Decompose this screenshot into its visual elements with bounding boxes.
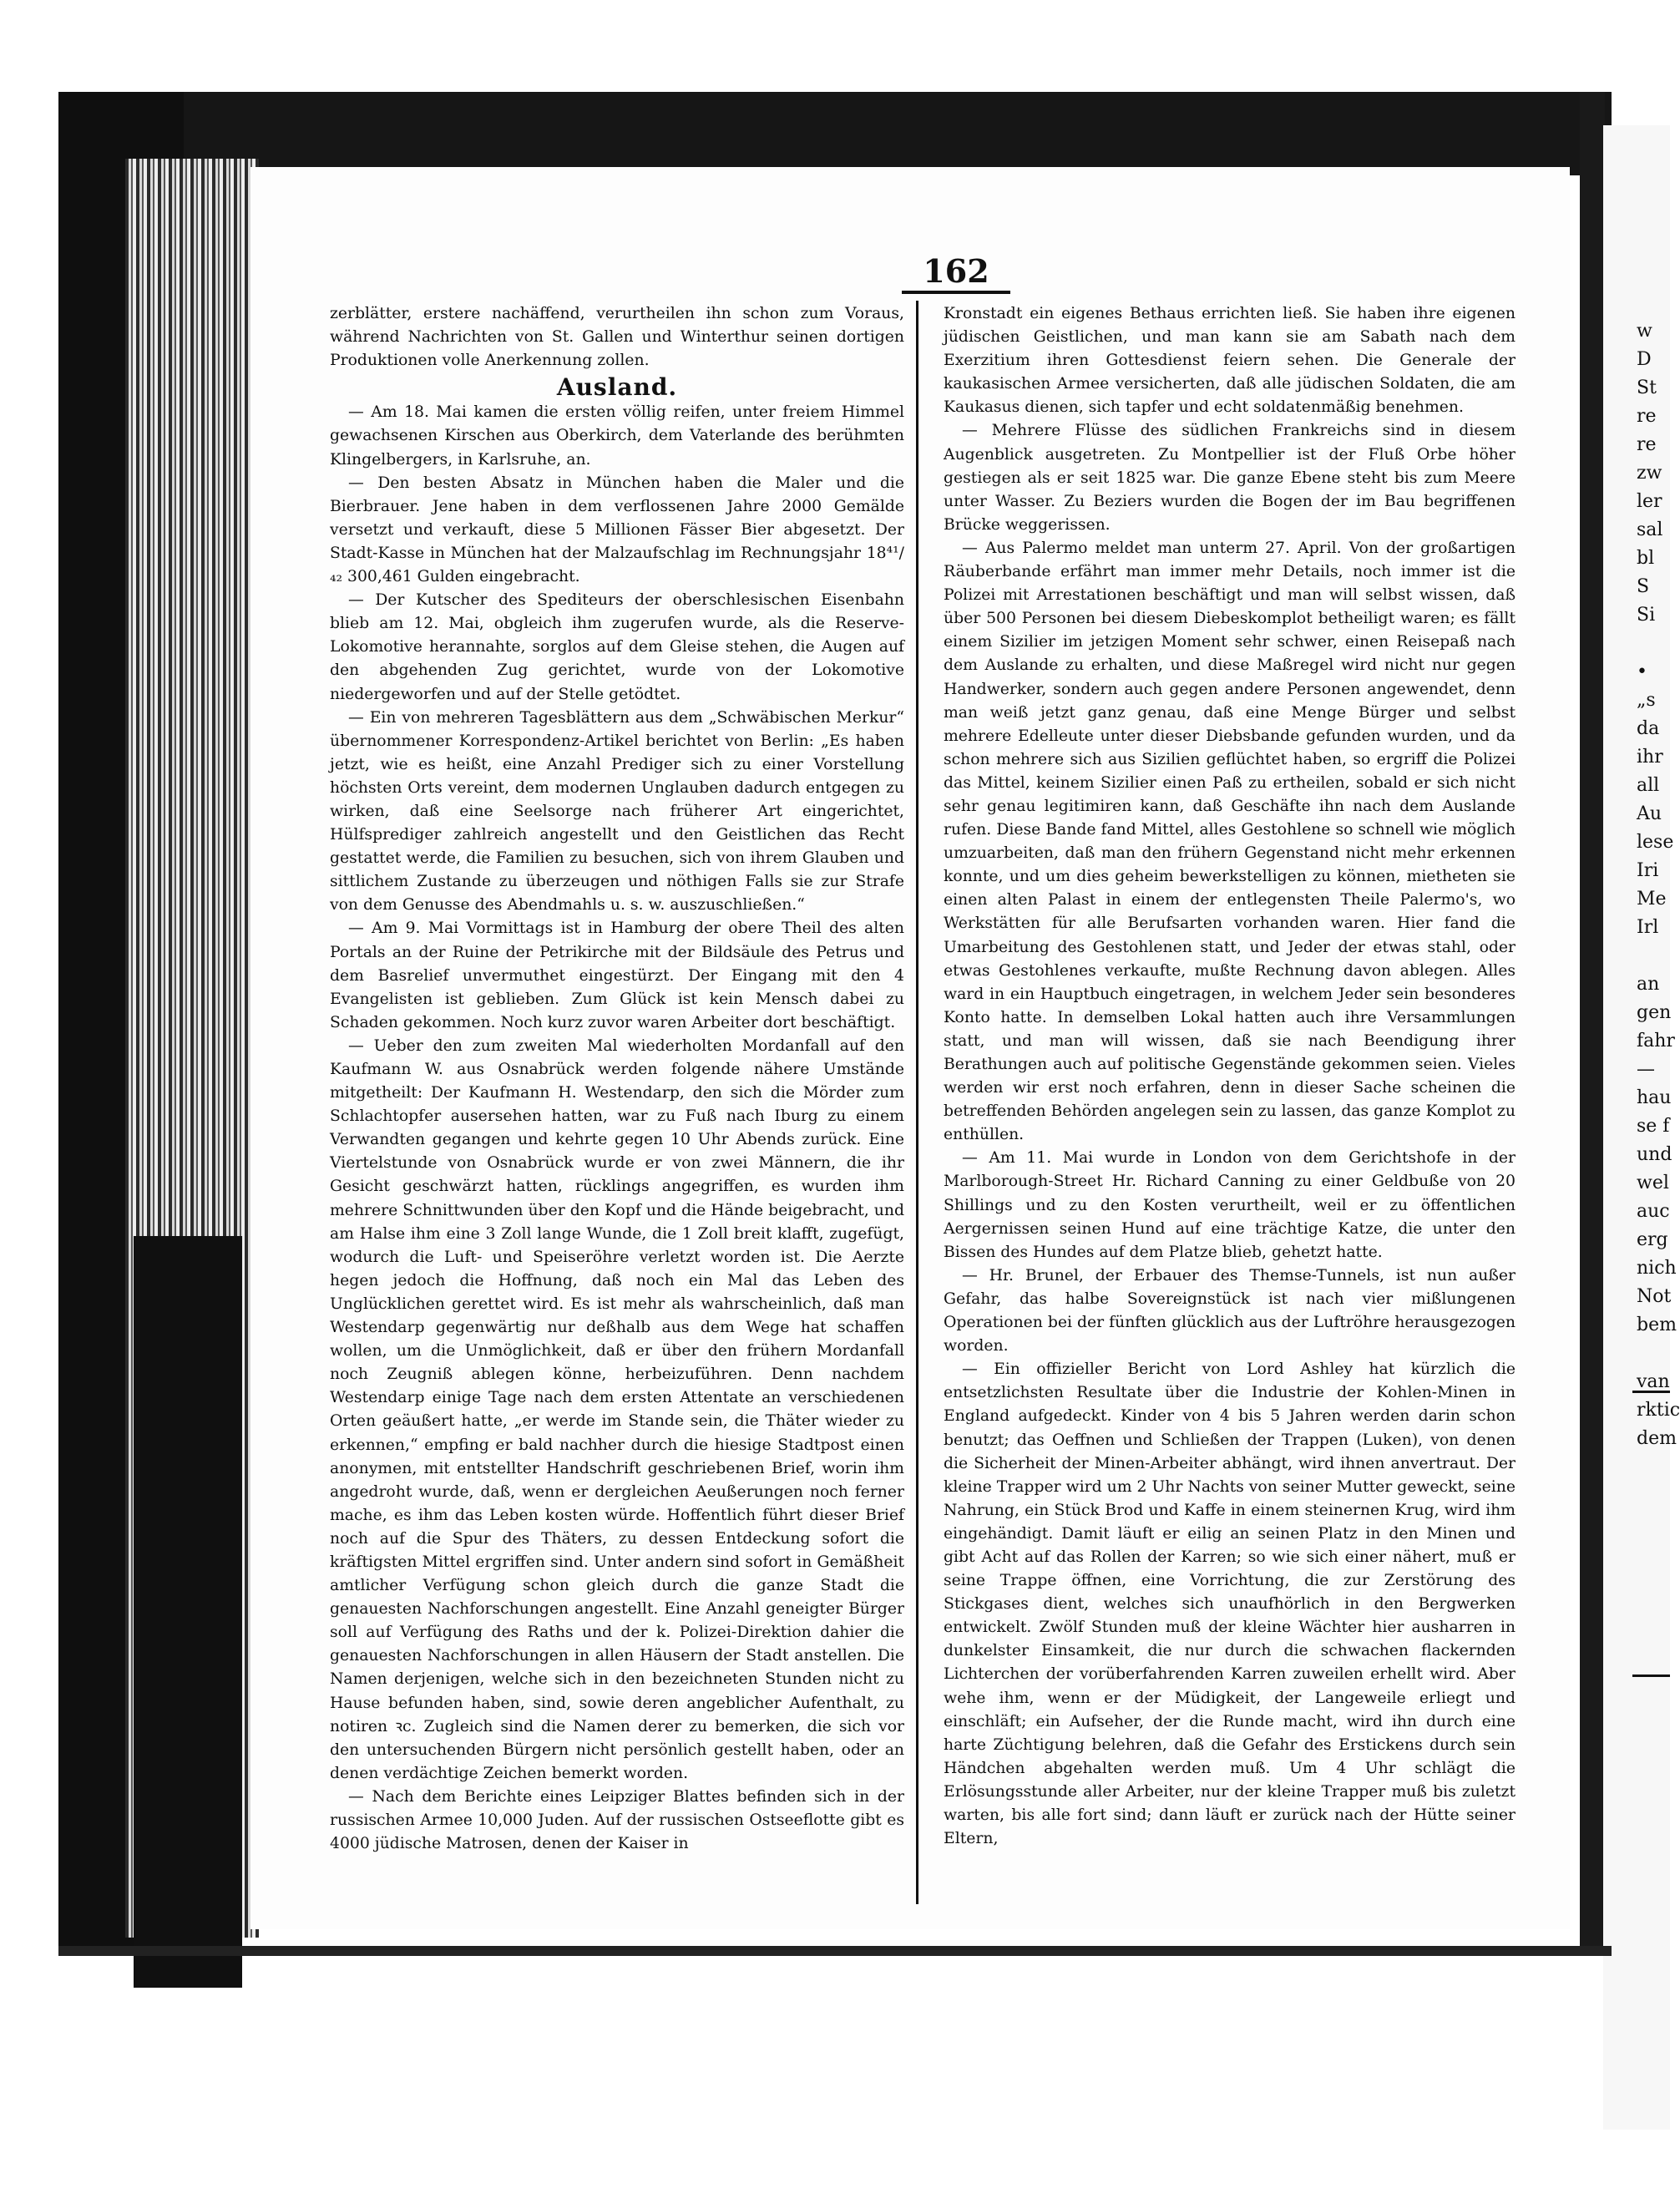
column-divider [916,301,918,1904]
page-number-rule [902,291,1010,294]
paragraph-continuation: Kronstadt ein eigenes Bethaus errichten ließ. Sie haben ihre eigenen jüdischen Geistlichen, und man kann sie am Sabath nach dem Exerzitium ihren Gottesdienst feiern sehen. Die Generale der kaukasischen Armee versicherten, daß alle jüdischen Soldaten, die am Kaukasus dienen, sich tapfer und echt soldatenmäßig benehmen. [944,305,1516,417]
left-column [330,302,904,1856]
adjacent-page-fragment: w D St re re zw ler sal bl S Si • „s da ihr all Au lese Iri Me Irl an gen fahr — hau se f und wel auc erg nich Not bem van rktic dem [1637,321,1680,1449]
adjacent-page-rule [1632,1674,1670,1677]
news-paragraph: — Am 18. Mai kamen die ersten völlig reifen, unter freiem Himmel gewachsenen Kirschen aus Oberkirch, dem Vaterlande des berühmten Klingelbergers, in Karlsruhe, an. [330,403,904,469]
news-paragraph: — Am 9. Mai Vormittags ist in Hamburg der obere Theil des alten Portals an der Ruine der Petrikirche mit der Bildsäule des Petrus und dem Basrelief unvermuthet eingestürzt. Der Eingang mit den 4 Evangelisten ist geblieben. Zum Glück ist kein Mensch dabei zu Schaden gekommen. Noch kurz zuvor waren Arbeiter dort beschäftigt. [330,920,904,1031]
section-heading: Ausland. [556,373,678,402]
news-paragraph: — Ueber den zum zweiten Mal wiederholten Mordanfall auf den Kaufmann W. aus Osnabrück werden folgende nähere Umstände mitgetheilt: Der Kaufmann H. Westendarp, den sich die Mörder zum Schlachtopfer ausersehen hatten, war zu Fuß nach Iburg zu einem Verwandten gegangen und kehrte gegen 10 Uhr Abends zurück. Eine Viertelstunde von Osnabrück wurde er von zwei Männern, die ihr Gesicht geschwärzt hatten, rücklings angegriffen, es wurden ihm mehrere Schnittwunden über den Kopf und die Hände beigebracht, und am Halse ihm eine 3 Zoll lange Wunde, die 1 Zoll breit klafft, zugefügt, wodurch die Luft- und Speiseröhre verletzt worden ist. Die Aerzte hegen jedoch die Hoffnung, daß noch ein Mal das Leben des Unglücklichen gerettet wird. Es ist mehr als wahrscheinlich, daß man Westendarp gegenwärtig nur deßhalb aus dem Wege hat schaffen wollen, um die Unmöglichkeit, daß er über den frühern Mordanfall noch Zeugniß ablegen könne, herbeizuführen. Denn nachdem Westendarp einige Tage nach dem ersten Attentate an verschiedenen Orten geäußert hatte, „er werde im Stande sein, die Thäter wieder zu erkennen,“ empfing er bald nachher durch die hiesige Stadtpost einen anonymen, mit entstellter Handschrift geschriebenen Brief, worin ihm angedroht wurde, daß, wenn er dergleichen Aeußerungen noch ferner mache, es ihm das Leben kosten würde. Hoffentlich führt dieser Brief noch auf die Spur des Thäters, zu dessen Entdeckung sofort die kräftigsten Mittel ergriffen sind. Unter andern sind sofort in Gemäßheit amtlicher Verfügung schon gleich durch die ganze Stadt die genauesten Nachforschungen angestellt. Eine Anzahl geneigter Bürger soll auf Verfügung des Raths und der k. Polizei-Direktion dahier die genauesten Nachforschungen in allen Häusern der Stadt anstellen. Die Namen derjenigen, welche sich in den bezeichneten Stunden nicht zu Hause befunden haben, sind, sowie deren angeblicher Aufenthalt, zu notiren ꝛc. Zugleich sind die Namen derer zu bemerken, die sich vor den untersuchenden Bürgern nicht persönlich gestellt haben, oder an denen verdächtige Zeichen bemerkt worden. [330,1036,904,1782]
book-gutter-shadow [134,1236,242,1988]
news-paragraph: — Ein von mehreren Tagesblättern aus dem „Schwäbischen Merkur“ übernommener Korrespondenz-Artikel berichtet von Berlin: „Es haben jetzt, wie es heißt, eine Anzahl Prediger sich zu einer Vorstellung höchsten Orts vereint, dem modernen Unglauben dadurch entgegen zu wirken, daß eine Seelsorge nach früherer Art eingerichtet, Hülfsprediger zahlreich angestellt und den Geistlichen das Recht gestattet werde, die Familien zu besuchen, sich von ihrem Glauben und sittlichem Zustande zu überzeugen und nöthigen Falls sie zur Strafe von dem Genusse des Abendmahls u. s. w. auszuschließen.“ [330,708,904,915]
news-paragraph: — Aus Palermo meldet man unterm 27. April. Von der großartigen Räuberbande erfährt man immer mehr Details, noch immer ist die Polizei mit Arrestationen beschäftigt und man will selbst wissen, daß über 500 Personen bei diesem Diebeskomplot betheiligt waren; es fällt einem Sizilier im jetzigen Moment sehr schwer, einen Reisepaß nach dem Auslande zu erhalten, und diese Maßregel wird nicht nur gegen Handwerker, sondern auch gegen andere Personen angewendet, denn man weiß jetzt ganz genau, daß eine Menge Bürger und selbst mehrere Edelleute unter dieser Diebsbande gefunden wurden, und da schon mehrere sich aus Sizilien geflüchtet haben, so ergriff die Polizei das Mittel, keinem Sizilier einen Paß zu ertheilen, sobald er sich nicht sehr genau legitimiren kann, daß Geschäfte ihn nach dem Auslande rufen. Diese Bande fand Mittel, alles Gestohlene so schnell wie möglich umzuarbeiten, daß man den frühern Gegenstand nicht mehr erkennen konnte, und um dies geheim bewerkstelligen zu können, mietheten sie einen alten Palast in einem der entlegensten Theile Palermo's, wo Werkstätten für alle Berufsarten vorhanden waren. Hier fand die Umarbeitung des Gestohlenen statt, und Jeder der etwas stahl, oder etwas Gestohlenes verkaufte, mußte Rechnung davon ablegen. Alles ward in ein Hauptbuch eingetragen, in welchem Jeder sein besonderes Konto hatte. In demselben Lokal hatten auch ihre Versammlungen statt, und man will wissen, daß sie nach Beendigung ihrer Berathungen auch auf politische Gegenstände gekommen seien. Vieles werden wir erst noch erfahren, denn in dieser Sache scheinen die betreffenden Behörden angelegen sein zu lassen, das ganze Komplot zu enthüllen. [944,539,1516,1144]
news-paragraph: — Am 11. Mai wurde in London von dem Gerichtshofe in der Marlborough-Street Hr. Richard Canning zu einer Geldbuße von 20 Shillings und zu den Kosten verurtheilt, weil er zu öffentlichen Aergernissen seinen Hund auf eine trächtige Katze, die unter den Bissen des Hundes auf dem Platze blieb, gehetzt hatte. [944,1149,1516,1261]
news-paragraph: — Den besten Absatz in München haben die Maler und die Bierbrauer. Jene haben in dem verflossenen Jahre 2000 Gemälde versetzt und verkauft, diese 5 Millionen Fässer Bier abgesetzt. Der Stadt-Kasse in München hat der Malzaufschlag im Rechnungsjahr 18⁴¹/₄₂ 300,461 Gulden eingebracht. [330,474,904,586]
news-paragraph: — Mehrere Flüsse des südlichen Frankreichs sind in diesem Augenblick ausgetreten. Zu Montpellier ist der Fluß Orbe höher gestiegen als er seit 1825 war. Die ganze Ebene steht bis zum Meere unter Wasser. Zu Beziers wurden die Bogen der im Bau begriffenen Brücke weggerissen. [944,422,1516,534]
news-paragraph: — Nach dem Berichte eines Leipziger Blattes befinden sich in der russischen Armee 10,000 Juden. Auf der russischen Ostseeflotte gibt es 4000 jüdische Matrosen, denen der Kaiser in [330,1787,904,1853]
page-number: 162 [923,252,989,290]
news-paragraph: — Ein offizieller Bericht von Lord Ashley hat kürzlich die entsetzlichsten Resultate über die Industrie der Kohlen-Minen in England aufgedeckt. Kinder von 4 bis 5 Jahren werden darin schon benutzt; das Oeffnen und Schließen der Trappen (Luken), von denen die Sicherheit der Minen-Arbeiter abhängt, wird ihnen anvertraut. Der kleine Trapper wird um 2 Uhr Nachts von seiner Mutter geweckt, seine Nahrung, ein Stück Brod und Kaffe in einem steinernen Krug, wird ihm eingehändigt. Damit läuft er eilig an seinen Platz in den Minen und gibt Acht auf das Rollen der Karren; so wie sich einer nähert, muß er seine Trappe öffnen, eine Vorrichtung, die zur Zerstörung des Stickgases dient, welches sich unaufhörlich in den Bergwerken entwickelt. Zwölf Stunden muß der kleine Wächter hier ausharren in dunkelster Einsamkeit, die nur durch die schwachen flackernden Lichterchen der vorüberfahrenden Karren zuweilen erhellt wird. Aber wehe ihm, wenn er der Müdigkeit, der Langeweile erliegt und einschläft; ein Aufseher, der die Runde macht, wird ihn durch eine harte Züchtigung belehren, daß die Gefahr des Erstickens durch sein Händchen abgehalten werden muß. Um 4 Uhr schlägt die Erlösungsstunde aller Arbeiter, nur der kleine Trapper muß bis zuletzt warten, bis alle fort sind; dann läuft er zurück nach der Hütte seiner Eltern, [944,1360,1516,1848]
news-paragraph: — Hr. Brunel, der Erbauer des Themse-Tunnels, ist nun außer Gefahr, das halbe Sovereignstück ist nach vier mißlungenen Operationen bei der fünften glücklich aus der Luftröhre herausgezogen worden. [944,1266,1516,1355]
scan-right-border [1580,92,1605,1954]
news-paragraph: — Der Kutscher des Spediteurs der oberschlesischen Eisenbahn blieb am 12. Mai, obgleich ihm zugerufen wurde, als die Reserve-Lokomotive herannahte, sorglos auf dem Gleise stehen, die Augen auf den abgehenden Zug gerichtet, wurde von der Lokomotive niedergeworfen und auf der Stelle getödtet. [330,591,904,703]
right-column [944,302,1516,1851]
scan-bottom-border [58,1946,1612,1956]
paragraph-continuation: zerblätter, erstere nachäffend, verurtheilen ihn schon zum Voraus, während Nachrichten von St. Gallen und Winterthur seinen dortigen Produktionen volle Anerkennung zollen. [330,305,904,370]
scan-top-border [58,92,1612,175]
